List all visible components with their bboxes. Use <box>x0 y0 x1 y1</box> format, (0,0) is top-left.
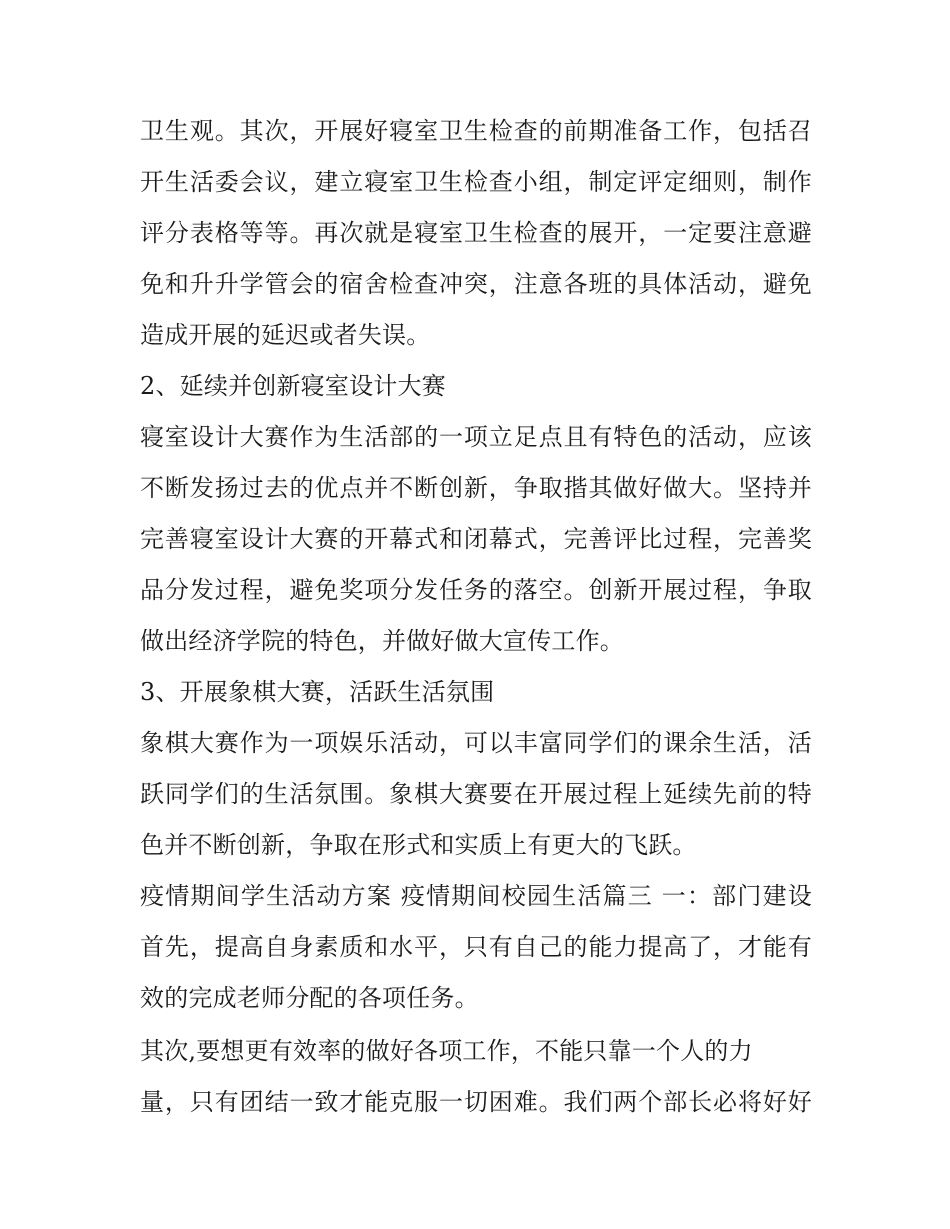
text-line: 其次,要想更有效率的做好各项工作，不能只靠一个人的力 <box>140 1037 753 1065</box>
text-line: 首先，提高自身素质和水平，只有自己的能力提高了，才能有 <box>140 933 812 961</box>
section-heading: 2、延续并创新寝室设计大赛 <box>140 372 446 400</box>
text-line: 开生活委会议，建立寝室卫生检查小组，制定评定细则，制作 <box>140 168 812 196</box>
text-line: 色并不断创新，争取在形式和实质上有更大的飞跃。 <box>140 831 697 859</box>
section-title-line: 疫情期间学生活动方案 疫情期间校园生活篇三 一：部门建设 <box>140 882 812 910</box>
document-body <box>140 106 820 1128</box>
text-line: 寝室设计大赛作为生活部的一项立足点且有特色的活动，应该 <box>140 423 812 451</box>
text-line: 象棋大赛作为一项娱乐活动，可以丰富同学们的课余生活，活 <box>140 729 812 757</box>
text-line: 免和升升学管会的宿舍检查冲突，注意各班的具体活动，避免 <box>140 270 812 298</box>
text-line: 做出经济学院的特色，并做好做大宣传工作。 <box>140 627 624 655</box>
text-line: 跃同学们的生活氛围。象棋大赛要在开展过程上延续先前的特 <box>140 780 812 808</box>
text-line: 效的完成老师分配的各项任务。 <box>140 984 479 1012</box>
section-heading: 3、开展象棋大赛，活跃生活氛围 <box>140 678 495 706</box>
text-line: 评分表格等等。再次就是寝室卫生检查的展开，一定要注意避 <box>140 219 812 247</box>
text-line: 造成开展的延迟或者失误。 <box>140 321 431 349</box>
text-line: 量，只有团结一致才能克服一切困难。我们两个部长必将好好 <box>140 1088 812 1116</box>
text-line: 完善寝室设计大赛的开幕式和闭幕式，完善评比过程，完善奖 <box>140 525 812 553</box>
text-line: 品分发过程，避免奖项分发任务的落空。创新开展过程，争取 <box>140 576 812 604</box>
text-line: 不断发扬过去的优点并不断创新，争取揩其做好做大。坚持并 <box>140 474 812 502</box>
text-line: 卫生观。其次，开展好寝室卫生检查的前期准备工作，包括召 <box>140 117 812 145</box>
